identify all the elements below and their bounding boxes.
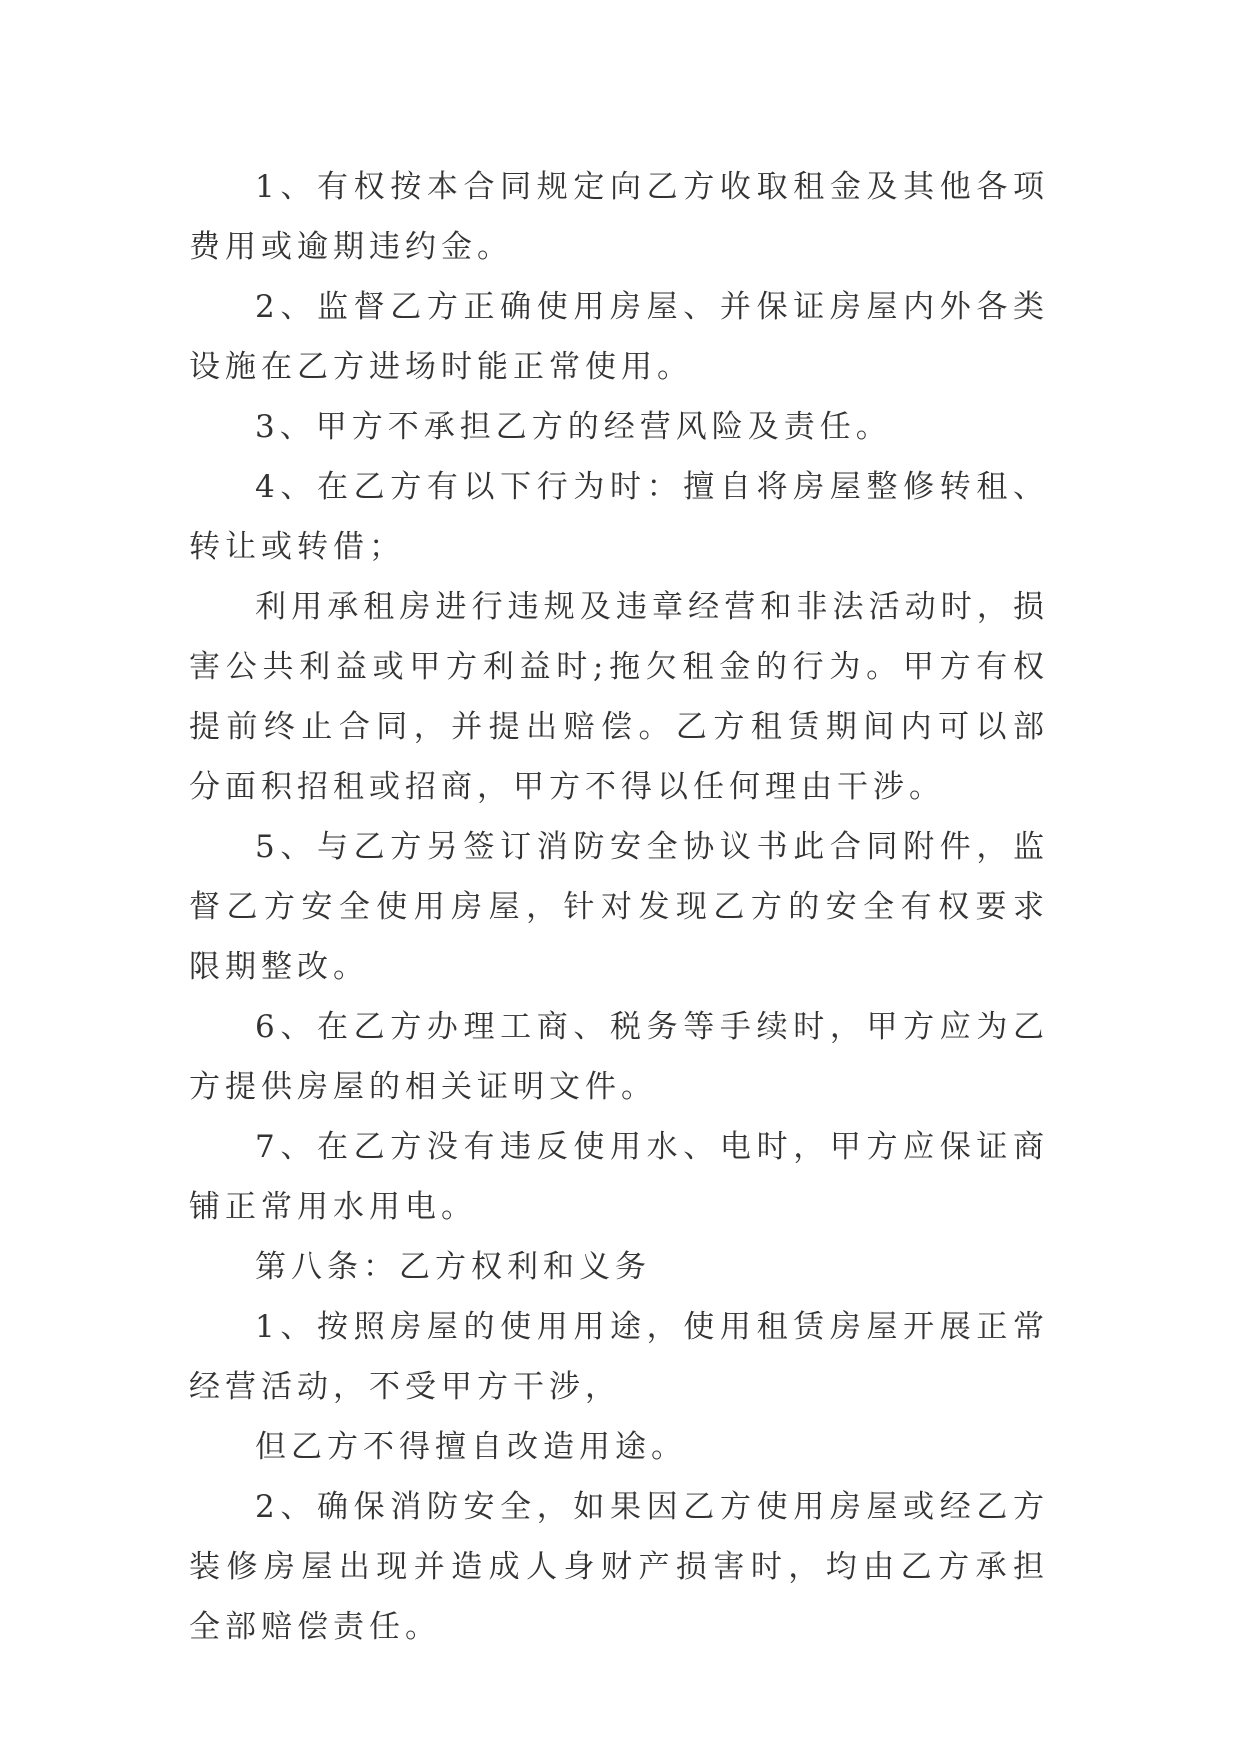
paragraph-landlord-right-4-continued: 利用承租房进行违规及违章经营和非法活动时，损害公共利益或甲方利益时;拖欠租金的行为。甲方有权提前终止合同，并提出赔偿。乙方租赁期间内可以部分面积招租或招商，甲方不得以任何理由干涉。: [189, 589, 1049, 805]
paragraph-landlord-right-5: 5、与乙方另签订消防安全协议书此合同附件，监督乙方安全使用房屋，针对发现乙方的安全有权要求限期整改。: [189, 829, 1049, 985]
document-body: [189, 157, 1049, 1657]
paragraph-landlord-right-6: 6、在乙方办理工商、税务等手续时，甲方应为乙方提供房屋的相关证明文件。: [189, 1009, 1049, 1105]
section-heading-article-8: 第八条：乙方权利和义务: [255, 1249, 651, 1285]
paragraph-landlord-right-4: 4、在乙方有以下行为时：擅自将房屋整修转租、转让或转借；: [189, 469, 1049, 565]
paragraph-landlord-right-3: 3、甲方不承担乙方的经营风险及责任。: [255, 409, 892, 445]
paragraph-landlord-right-2: 2、监督乙方正确使用房屋、并保证房屋内外各类设施在乙方进场时能正常使用。: [189, 289, 1049, 385]
paragraph-landlord-right-1: 1、有权按本合同规定向乙方收取租金及其他各项费用或逾期违约金。: [189, 169, 1049, 265]
paragraph-tenant-right-1-continued: 但乙方不得擅自改造用途。: [255, 1429, 687, 1465]
paragraph-tenant-right-2: 2、确保消防安全，如果因乙方使用房屋或经乙方装修房屋出现并造成人身财产损害时，均由乙方承担全部赔偿责任。: [189, 1489, 1049, 1645]
paragraph-landlord-right-7: 7、在乙方没有违反使用水、电时，甲方应保证商铺正常用水用电。: [189, 1129, 1049, 1225]
paragraph-tenant-right-1: 1、按照房屋的使用用途，使用租赁房屋开展正常经营活动，不受甲方干涉，: [189, 1309, 1049, 1405]
